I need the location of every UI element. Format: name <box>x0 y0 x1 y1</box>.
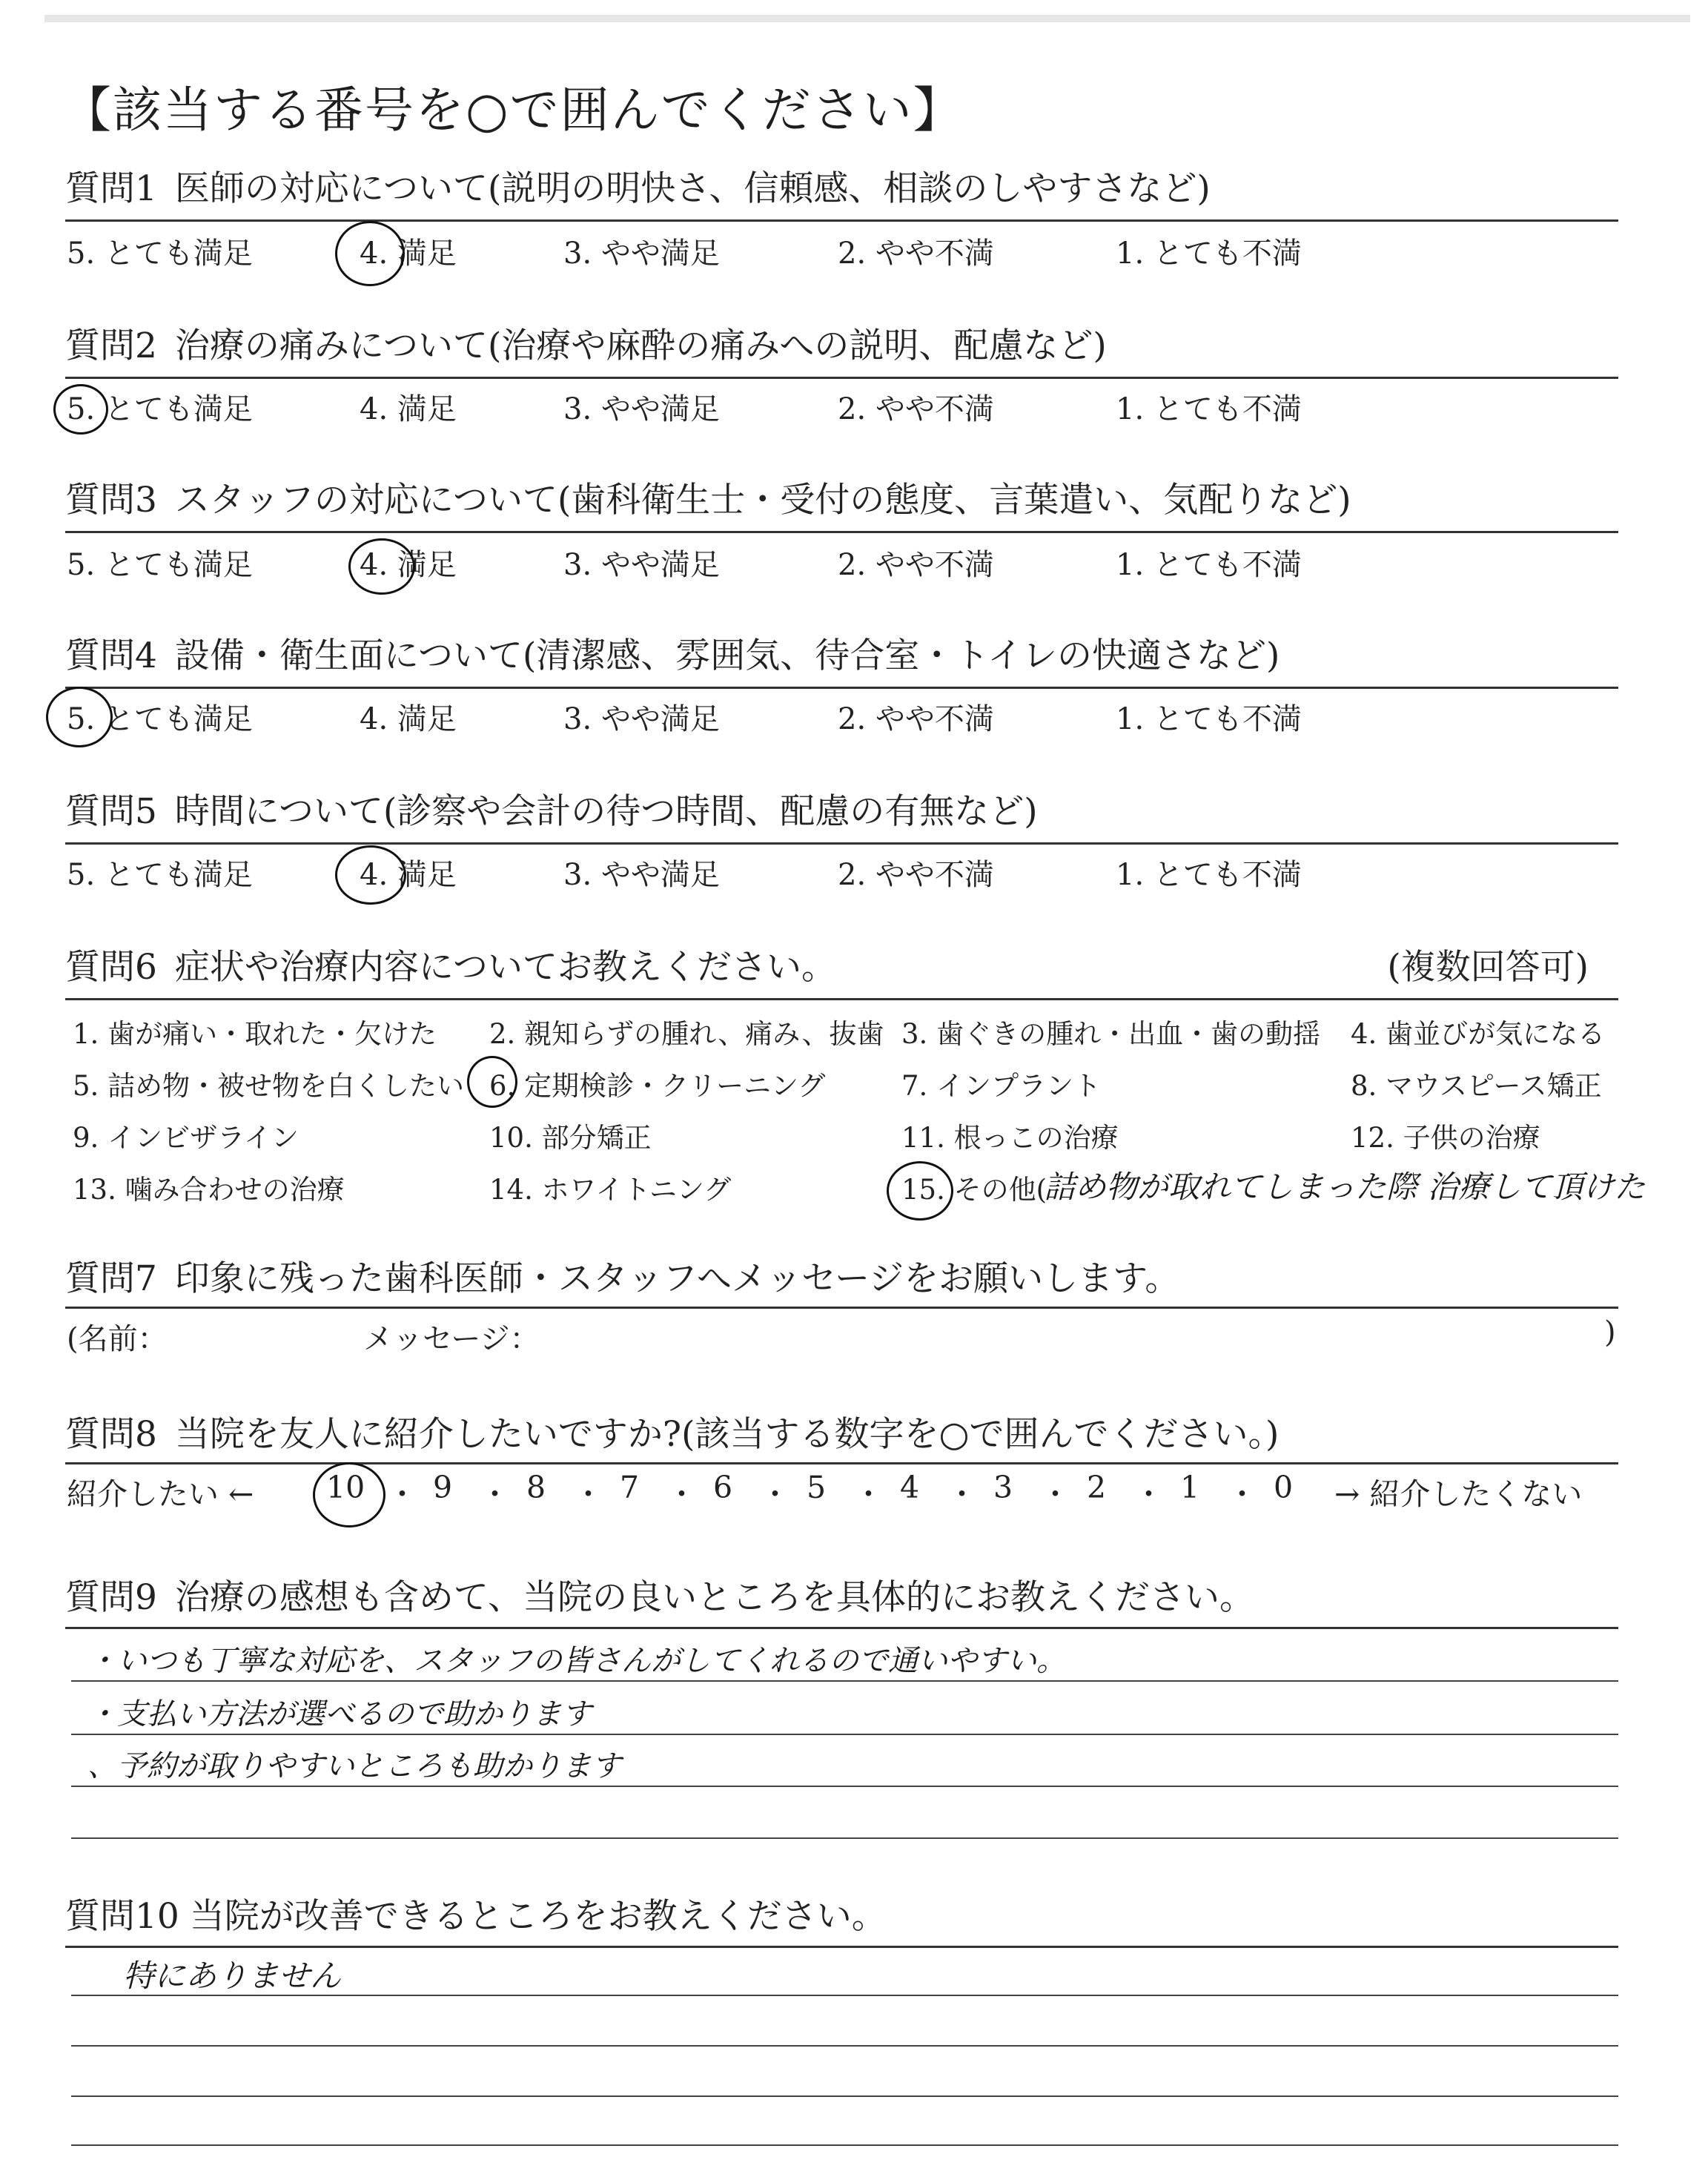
option-1[interactable]: 1. とても不満 <box>1116 237 1302 271</box>
scale-3[interactable]: 3 <box>993 1470 1013 1505</box>
question-4-rule <box>65 687 1618 689</box>
q6-option-2[interactable]: 2. 親知らずの腫れ、痛み、抜歯 <box>489 1018 884 1050</box>
question-text: 治療の痛みについて(治療や麻酔の痛みへの説明、配慮など) <box>174 326 1107 366</box>
option-4[interactable]: 4. 満足 <box>360 858 457 892</box>
answer-circle-q4 <box>46 687 113 747</box>
question-3 <box>65 476 1618 525</box>
answer-circle-q3 <box>348 538 415 595</box>
question-8 <box>65 1410 1618 1459</box>
question-7-rule <box>65 1307 1618 1309</box>
question-5-heading <box>65 787 1618 836</box>
answer-line <box>71 1837 1618 1839</box>
option-3[interactable]: 3. やや満足 <box>563 858 720 892</box>
scale-dot: ・ <box>387 1476 417 1512</box>
q6-other-handwritten: 詰め物が取れてしまった際 治療して頂けた <box>1044 1169 1646 1205</box>
answer-line <box>71 1680 1618 1682</box>
question-10 <box>65 1892 1618 1941</box>
q6-option-7[interactable]: 7. インプラント <box>901 1070 1102 1102</box>
q6-option-15[interactable]: 15. その他( <box>901 1174 1047 1206</box>
question-number: 質問1 <box>65 168 157 209</box>
answer-line <box>71 2045 1618 2047</box>
scale-1[interactable]: 1 <box>1180 1470 1200 1505</box>
answer-line <box>71 1786 1618 1787</box>
answer-line <box>71 1734 1618 1735</box>
scale-left-label: 紹介したい ← <box>67 1476 254 1512</box>
option-3[interactable]: 3. やや満足 <box>563 392 720 426</box>
question-number: 質問5 <box>65 791 157 832</box>
answer-circle-q2 <box>53 384 108 435</box>
question-number: 質問6 <box>65 947 157 988</box>
message-label: メッセージ： <box>363 1322 540 1356</box>
scale-2[interactable]: 2 <box>1087 1470 1107 1505</box>
question-7-heading <box>65 1255 1618 1304</box>
scale-0[interactable]: 0 <box>1274 1470 1294 1505</box>
question-4 <box>65 632 1618 681</box>
scale-9[interactable]: 9 <box>433 1470 453 1505</box>
option-5[interactable]: 5. とても満足 <box>67 702 253 736</box>
scale-dot: ・ <box>1227 1476 1257 1512</box>
option-5[interactable]: 5. とても満足 <box>67 548 253 582</box>
q6-option-3[interactable]: 3. 歯ぐきの腫れ・出血・歯の動揺 <box>901 1018 1321 1050</box>
option-2[interactable]: 2. やや不満 <box>838 392 994 426</box>
question-9-heading <box>65 1573 1618 1622</box>
q6-option-12[interactable]: 12. 子供の治療 <box>1351 1122 1540 1154</box>
option-2[interactable]: 2. やや不満 <box>838 548 994 582</box>
multi-answer-note: (複数回答可) <box>1387 947 1589 988</box>
option-3[interactable]: 3. やや満足 <box>563 702 720 736</box>
option-4[interactable]: 4. 満足 <box>360 237 457 271</box>
answer-circle-q8 <box>313 1462 385 1527</box>
question-5-rule <box>65 842 1618 845</box>
scale-dot: ・ <box>666 1476 697 1512</box>
question-2-rule <box>65 377 1618 379</box>
q6-option-5[interactable]: 5. 詰め物・被せ物を白くしたい <box>73 1070 465 1102</box>
option-3[interactable]: 3. やや満足 <box>563 237 720 271</box>
question-9-rule <box>65 1627 1618 1629</box>
scale-right-label: → 紹介したくない <box>1334 1476 1583 1512</box>
option-1[interactable]: 1. とても不満 <box>1116 392 1302 426</box>
option-4[interactable]: 4. 満足 <box>360 392 457 426</box>
q6-option-6[interactable]: 6. 定期検診・クリーニング <box>489 1070 826 1102</box>
q10-answer-1: 特にありません <box>123 1958 342 1994</box>
answer-circle-q6-15 <box>887 1161 953 1221</box>
scan-edge <box>44 15 1690 22</box>
question-7 <box>65 1255 1618 1304</box>
scale-dot: ・ <box>1133 1476 1164 1512</box>
option-2[interactable]: 2. やや不満 <box>838 237 994 271</box>
scale-8[interactable]: 8 <box>526 1470 546 1505</box>
q6-option-9[interactable]: 9. インビザライン <box>73 1122 299 1154</box>
q6-option-1[interactable]: 1. 歯が痛い・取れた・欠けた <box>73 1018 437 1050</box>
option-5[interactable]: 5. とても満足 <box>67 392 253 426</box>
form-title: 【該当する番号を○で囲んでください】 <box>62 82 964 139</box>
question-8-heading <box>65 1410 1618 1459</box>
question-9 <box>65 1573 1618 1622</box>
question-1-heading <box>65 165 1618 214</box>
q6-option-8[interactable]: 8. マウスピース矯正 <box>1351 1070 1602 1102</box>
question-text: 当院を友人に紹介したいですか?(該当する数字を○で囲んでください。) <box>174 1414 1280 1455</box>
option-4[interactable]: 4. 満足 <box>360 702 457 736</box>
question-text: 印象に残った歯科医師・スタッフへメッセージをお願いします。 <box>174 1258 1180 1299</box>
question-number: 質問8 <box>65 1414 157 1455</box>
q9-answer-1: ・いつも丁寧な対応を、スタッフの皆さんがしてくれるので通いやすい。 <box>87 1644 1066 1678</box>
close-paren: ) <box>1604 1315 1616 1350</box>
answer-line <box>71 2095 1618 2097</box>
question-number: 質問4 <box>65 635 157 676</box>
option-2[interactable]: 2. やや不満 <box>838 858 994 892</box>
question-number: 質問2 <box>65 326 157 366</box>
question-text: 当院が改善できるところをお教えください。 <box>189 1896 887 1937</box>
scale-dot: ・ <box>480 1476 510 1512</box>
question-text: 症状や治療内容についてお教えください。 <box>174 947 836 988</box>
question-6 <box>65 943 1618 992</box>
option-5[interactable]: 5. とても満足 <box>67 858 253 892</box>
question-6-heading <box>65 943 1618 992</box>
option-3[interactable]: 3. やや満足 <box>563 548 720 582</box>
option-1[interactable]: 1. とても不満 <box>1116 858 1302 892</box>
q9-answer-3: 、予約が取りやすいところも助かります <box>87 1749 621 1783</box>
scale-dot: ・ <box>573 1476 603 1512</box>
question-6-rule <box>65 998 1618 1000</box>
scale-10[interactable]: 10 <box>326 1470 365 1505</box>
question-number: 質問10 <box>65 1896 179 1937</box>
question-2 <box>65 322 1618 371</box>
q6-option-14[interactable]: 14. ホワイトニング <box>489 1174 732 1206</box>
question-number: 質問9 <box>65 1577 157 1618</box>
option-2[interactable]: 2. やや不満 <box>838 702 994 736</box>
q9-answer-2: ・支払い方法が選べるので助かります <box>87 1697 592 1731</box>
question-number: 質問3 <box>65 480 157 521</box>
answer-circle-q5 <box>335 845 406 905</box>
question-1-rule <box>65 219 1618 222</box>
question-text: スタッフの対応について(歯科衛生士・受付の態度、言葉遣い、気配りなど) <box>174 480 1351 521</box>
answer-circle-q1 <box>335 221 405 286</box>
scale-dot: ・ <box>853 1476 884 1512</box>
option-1[interactable]: 1. とても不満 <box>1116 548 1302 582</box>
answer-circle-q6-6 <box>467 1056 517 1108</box>
option-4[interactable]: 4. 満足 <box>360 548 457 582</box>
scale-6[interactable]: 6 <box>713 1470 733 1505</box>
question-3-rule <box>65 531 1618 533</box>
question-5 <box>65 787 1618 836</box>
scale-dot: ・ <box>947 1476 977 1512</box>
question-8-rule <box>65 1462 1618 1464</box>
question-text: 医師の対応について(説明の明快さ、信頼感、相談のしやすさなど) <box>174 168 1211 209</box>
question-text: 治療の感想も含めて、当院の良いところを具体的にお教えください。 <box>174 1577 1254 1618</box>
scale-7[interactable]: 7 <box>620 1470 640 1505</box>
option-1[interactable]: 1. とても不満 <box>1116 702 1302 736</box>
q6-option-11[interactable]: 11. 根っこの治療 <box>901 1122 1119 1154</box>
question-10-heading <box>65 1892 1618 1941</box>
scale-dot: ・ <box>1040 1476 1070 1512</box>
q6-option-4[interactable]: 4. 歯並びが気になる <box>1351 1018 1606 1050</box>
question-2-heading <box>65 322 1618 371</box>
scale-dot: ・ <box>760 1476 790 1512</box>
question-text: 設備・衛生面について(清潔感、雰囲気、待合室・トイレの快適さなど) <box>174 635 1280 676</box>
answer-line <box>71 2144 1618 2146</box>
question-text: 時間について(診察や会計の待つ時間、配慮の有無など) <box>174 791 1038 832</box>
question-number: 質問7 <box>65 1258 157 1299</box>
scale-4[interactable]: 4 <box>900 1470 920 1505</box>
q6-option-13[interactable]: 13. 噛み合わせの治療 <box>73 1174 345 1206</box>
option-5[interactable]: 5. とても満足 <box>67 237 253 271</box>
question-4-heading <box>65 632 1618 681</box>
scale-5[interactable]: 5 <box>807 1470 827 1505</box>
name-label: (名前： <box>67 1322 168 1356</box>
question-10-rule <box>65 1946 1618 1948</box>
q6-option-10[interactable]: 10. 部分矯正 <box>489 1122 652 1154</box>
question-3-heading <box>65 476 1618 525</box>
question-1 <box>65 165 1618 214</box>
